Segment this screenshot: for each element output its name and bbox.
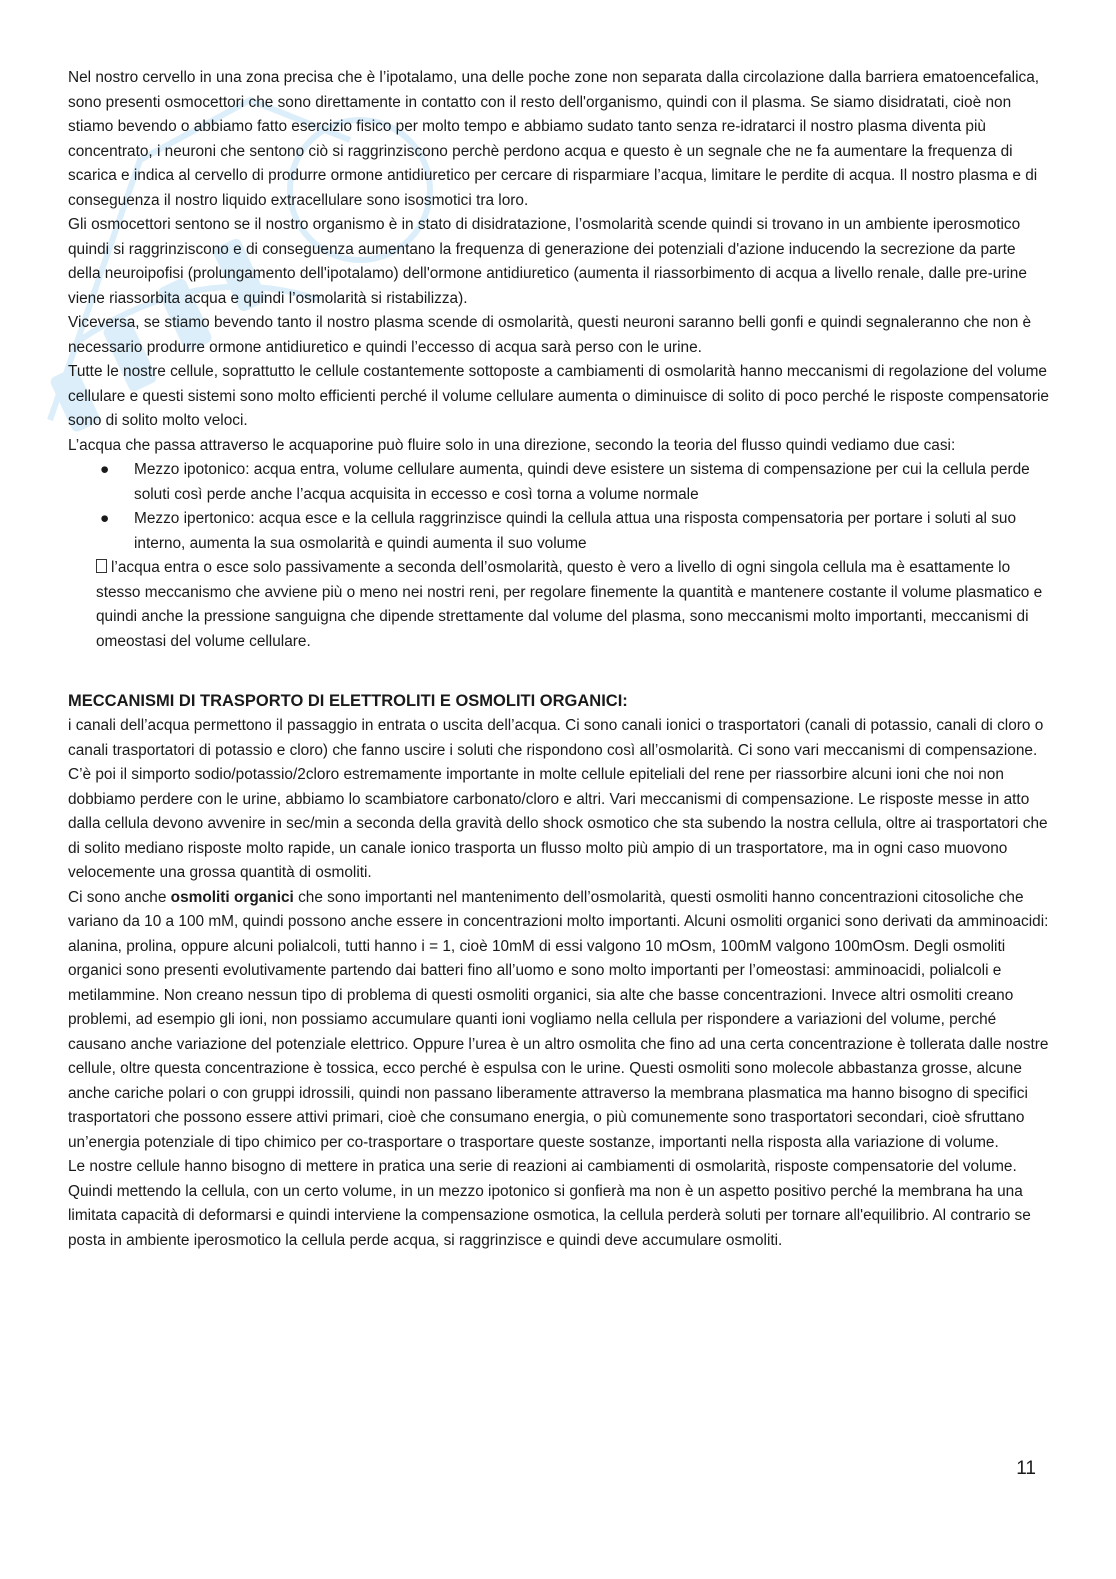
list-item-text: Mezzo ipertonico: acqua esce e la cellula raggrinzisce quindi la cellula attua una risposta compensatoria per portare i soluti al suo interno, aumenta la sua osmolarità e quindi aumenta il suo volume	[134, 510, 1017, 552]
paragraph-text: Ci sono anche	[68, 888, 171, 906]
note-paragraph	[68, 556, 1052, 654]
page-number: 11	[1016, 1458, 1036, 1479]
paragraph: L’acqua che passa attraverso le acquaporine può fluire solo in una direzione, secondo la teoria del flusso quindi vediamo due casi:	[68, 436, 956, 454]
paragraph-text: che sono importanti nel mantenimento dell’osmolarità, questi osmoliti hanno concentrazioni citosoliche che variano da 10 a 100 mM, quindi possono anche essere in concentrazioni molto importanti. Alcuni osmoliti organici sono derivati da amminoacidi: alanina, prolina, oppure alcuni polialcoli, tutti hanno i = 1, cioè 10mM di essi valgono 10 mOsm, 100mM valgono 100mOsm. Degli osmoliti organici sono presenti evolutivamente partendo dai batteri fino all’uomo e sono molto importanti per l’omeostasi: amminoacidi, polialcoli e metilammine. Non creano nessun tipo di problema di questi osmoliti organici, sia alte che basse concentrazioni. Invece altri osmoliti creano problemi, ad esempio gli ioni, non possiamo accumulare quanti ioni vogliamo nella cellula per rispondere a variazioni del volume, perché causano anche variazione del potenziale elettrico. Oppure l’urea è un altro osmolita che fino ad una certa concentrazione è tollerata dalle nostre cellule, oltre questa concentrazione è tossica, ecco perché è espulsa con le urine. Questi osmoliti sono molecole abbastanza grosse, alcune anche cariche polari o con gruppi idrossili, quindi non passano liberamente attraverso la membrana plasmatica ma hanno bisogno di specifici trasportatori che possono essere attivi primari, cioè che consumano energia, o più comunemente sono trasportatori secondari, cioè sfruttano un’energia potenziale di tipo chimico per co-trasportare o trasportare queste sostanze, importanti nella risposta alla variazione di volume.	[68, 888, 1049, 1151]
paragraph: Le nostre cellule hanno bisogno di mettere in pratica una serie di reazioni ai cambiamenti di osmolarità, risposte compensatorie del volume. Quindi mettendo la cellula, con un certo volume, in un mezzo ipotonico si gonfierà ma non è un aspetto positivo perché la membrana ha una limitata capacità di deformarsi e quindi interviene la compensazione osmotica, la cellula perderà soluti per tornare all'equilibrio. Al contrario se posta in ambiente iperosmotico la cellula perde acqua, si raggrinzisce e quindi deve accumulare osmoliti.	[68, 1158, 1031, 1249]
list-item-text: Mezzo ipotonico: acqua entra, volume cellulare aumenta, quindi deve esistere un sistema di compensazione per cui la cellula perde soluti così perde anche l’acqua acquisita in eccesso e così torna a volume normale	[134, 461, 1030, 503]
paragraph: Nel nostro cervello in una zona precisa che è l’ipotalamo, una delle poche zone non separata dalla circolazione dalla barriera ematoencefalica, sono presenti osmocettori che sono direttamente in contatto con il resto dell'organismo, quindi con il plasma. Se siamo disidratati, cioè non stiamo bevendo o abbiamo fatto esercizio fisico per molto tempo e abbiamo sudato tanto senza re-idratarci il nostro plasma diventa più concentrato, i neuroni che sentono ciò si raggrinziscono perchè perdono acqua e questo è un segnale che ne fa aumentare la frequenza di scarica e indica al cervello di produrre ormone antidiuretico per cercare di risparmiare l’acqua, limitare le perdite di acqua. Il nostro plasma e di conseguenza il nostro liquido extracellulare sono isosmotici tra loro.	[68, 69, 1040, 209]
paragraph: C’è poi il simporto sodio/potassio/2cloro estremamente importante in molte cellule epiteliali del rene per riassorbire alcuni ioni che noi non dobbiamo perdere con le urine, abbiamo lo scambiatore carbonato/cloro e altri. Vari meccanismi di compensazione. Le risposte messe in atto dalla cellula devono avvenire in sec/min a seconda della gravità dello shock osmotico che sta subendo la nostra cellula, oltre ai trasportatori che di solito mediano risposte molto rapide, un canale ionico trasporta un flusso molto più ampio di un trasportatore, ma in ogni caso muovono velocemente una grossa quantità di osmoliti.	[68, 766, 1048, 881]
paragraph: Gli osmocettori sentono se il nostro organismo è in stato di disidratazione, l’osmolarità scende quindi si trovano in un ambiente iperosmotico quindi si raggrinziscono e di conseguenza aumentano la frequenza di generazione dei potenziali d'azione inducendo la secrezione da parte della neuroipofisi (prolungamento dell'ipotalamo) dell'ormone antidiuretico (aumenta il riassorbimento di acqua a livello renale, dalle pre-urine viene riassorbita acqua e quindi l’osmolarità si ristabilizza).	[68, 216, 1027, 307]
paragraph: Tutte le nostre cellule, soprattutto le cellule costantemente sottoposte a cambiamenti di osmolarità hanno meccanismi di regolazione del volume cellulare e questi sistemi sono molto efficienti perché il volume cellulare aumenta o diminuisce di solito di poco perché le risposte compensatorie sono di solito molto veloci.	[68, 363, 1049, 429]
list-item	[96, 458, 1052, 507]
document-body	[68, 66, 1052, 1253]
paragraph: Viceversa, se stiamo bevendo tanto il nostro plasma scende di osmolarità, questi neuroni saranno belli gonfi e quindi segnaleranno che non è necessario produrre ormone antidiuretico e quindi l’eccesso di acqua sarà perso con le urine.	[68, 314, 1032, 356]
paragraph	[68, 886, 1052, 1156]
arrow-icon	[96, 559, 107, 573]
paragraph: i canali dell’acqua permettono il passaggio in entrata o uscita dell’acqua. Ci sono canali ionici o trasportatori (canali di potassio, canali di cloro o canali trasportatori di potassio e cloro) che fanno uscire i soluti che rispondono così all’osmolarità. Ci sono vari meccanismi di compensazione.	[68, 717, 1044, 759]
bullet-icon: ●	[100, 510, 110, 527]
bold-term: osmoliti organici	[170, 888, 294, 906]
bullet-list	[68, 458, 1052, 556]
section-title: MECCANISMI DI TRASPORTO DI ELETTROLITI E OSMOLITI ORGANICI:	[68, 692, 628, 710]
bullet-icon: ●	[100, 461, 110, 478]
list-item	[96, 507, 1052, 556]
note-text: l’acqua entra o esce solo passivamente a seconda dell’osmolarità, questo è vero a livello di ogni singola cellula ma è esattamente lo stesso meccanismo che avviene più o meno nei nostri reni, per regolare finemente la quantità e mantenere costante il volume plasmatico e quindi anche la pressione sanguigna che dipende strettamente dal volume del plasma, sono meccanismi molto importanti, meccanismi di omeostasi del volume cellulare.	[96, 559, 1043, 650]
